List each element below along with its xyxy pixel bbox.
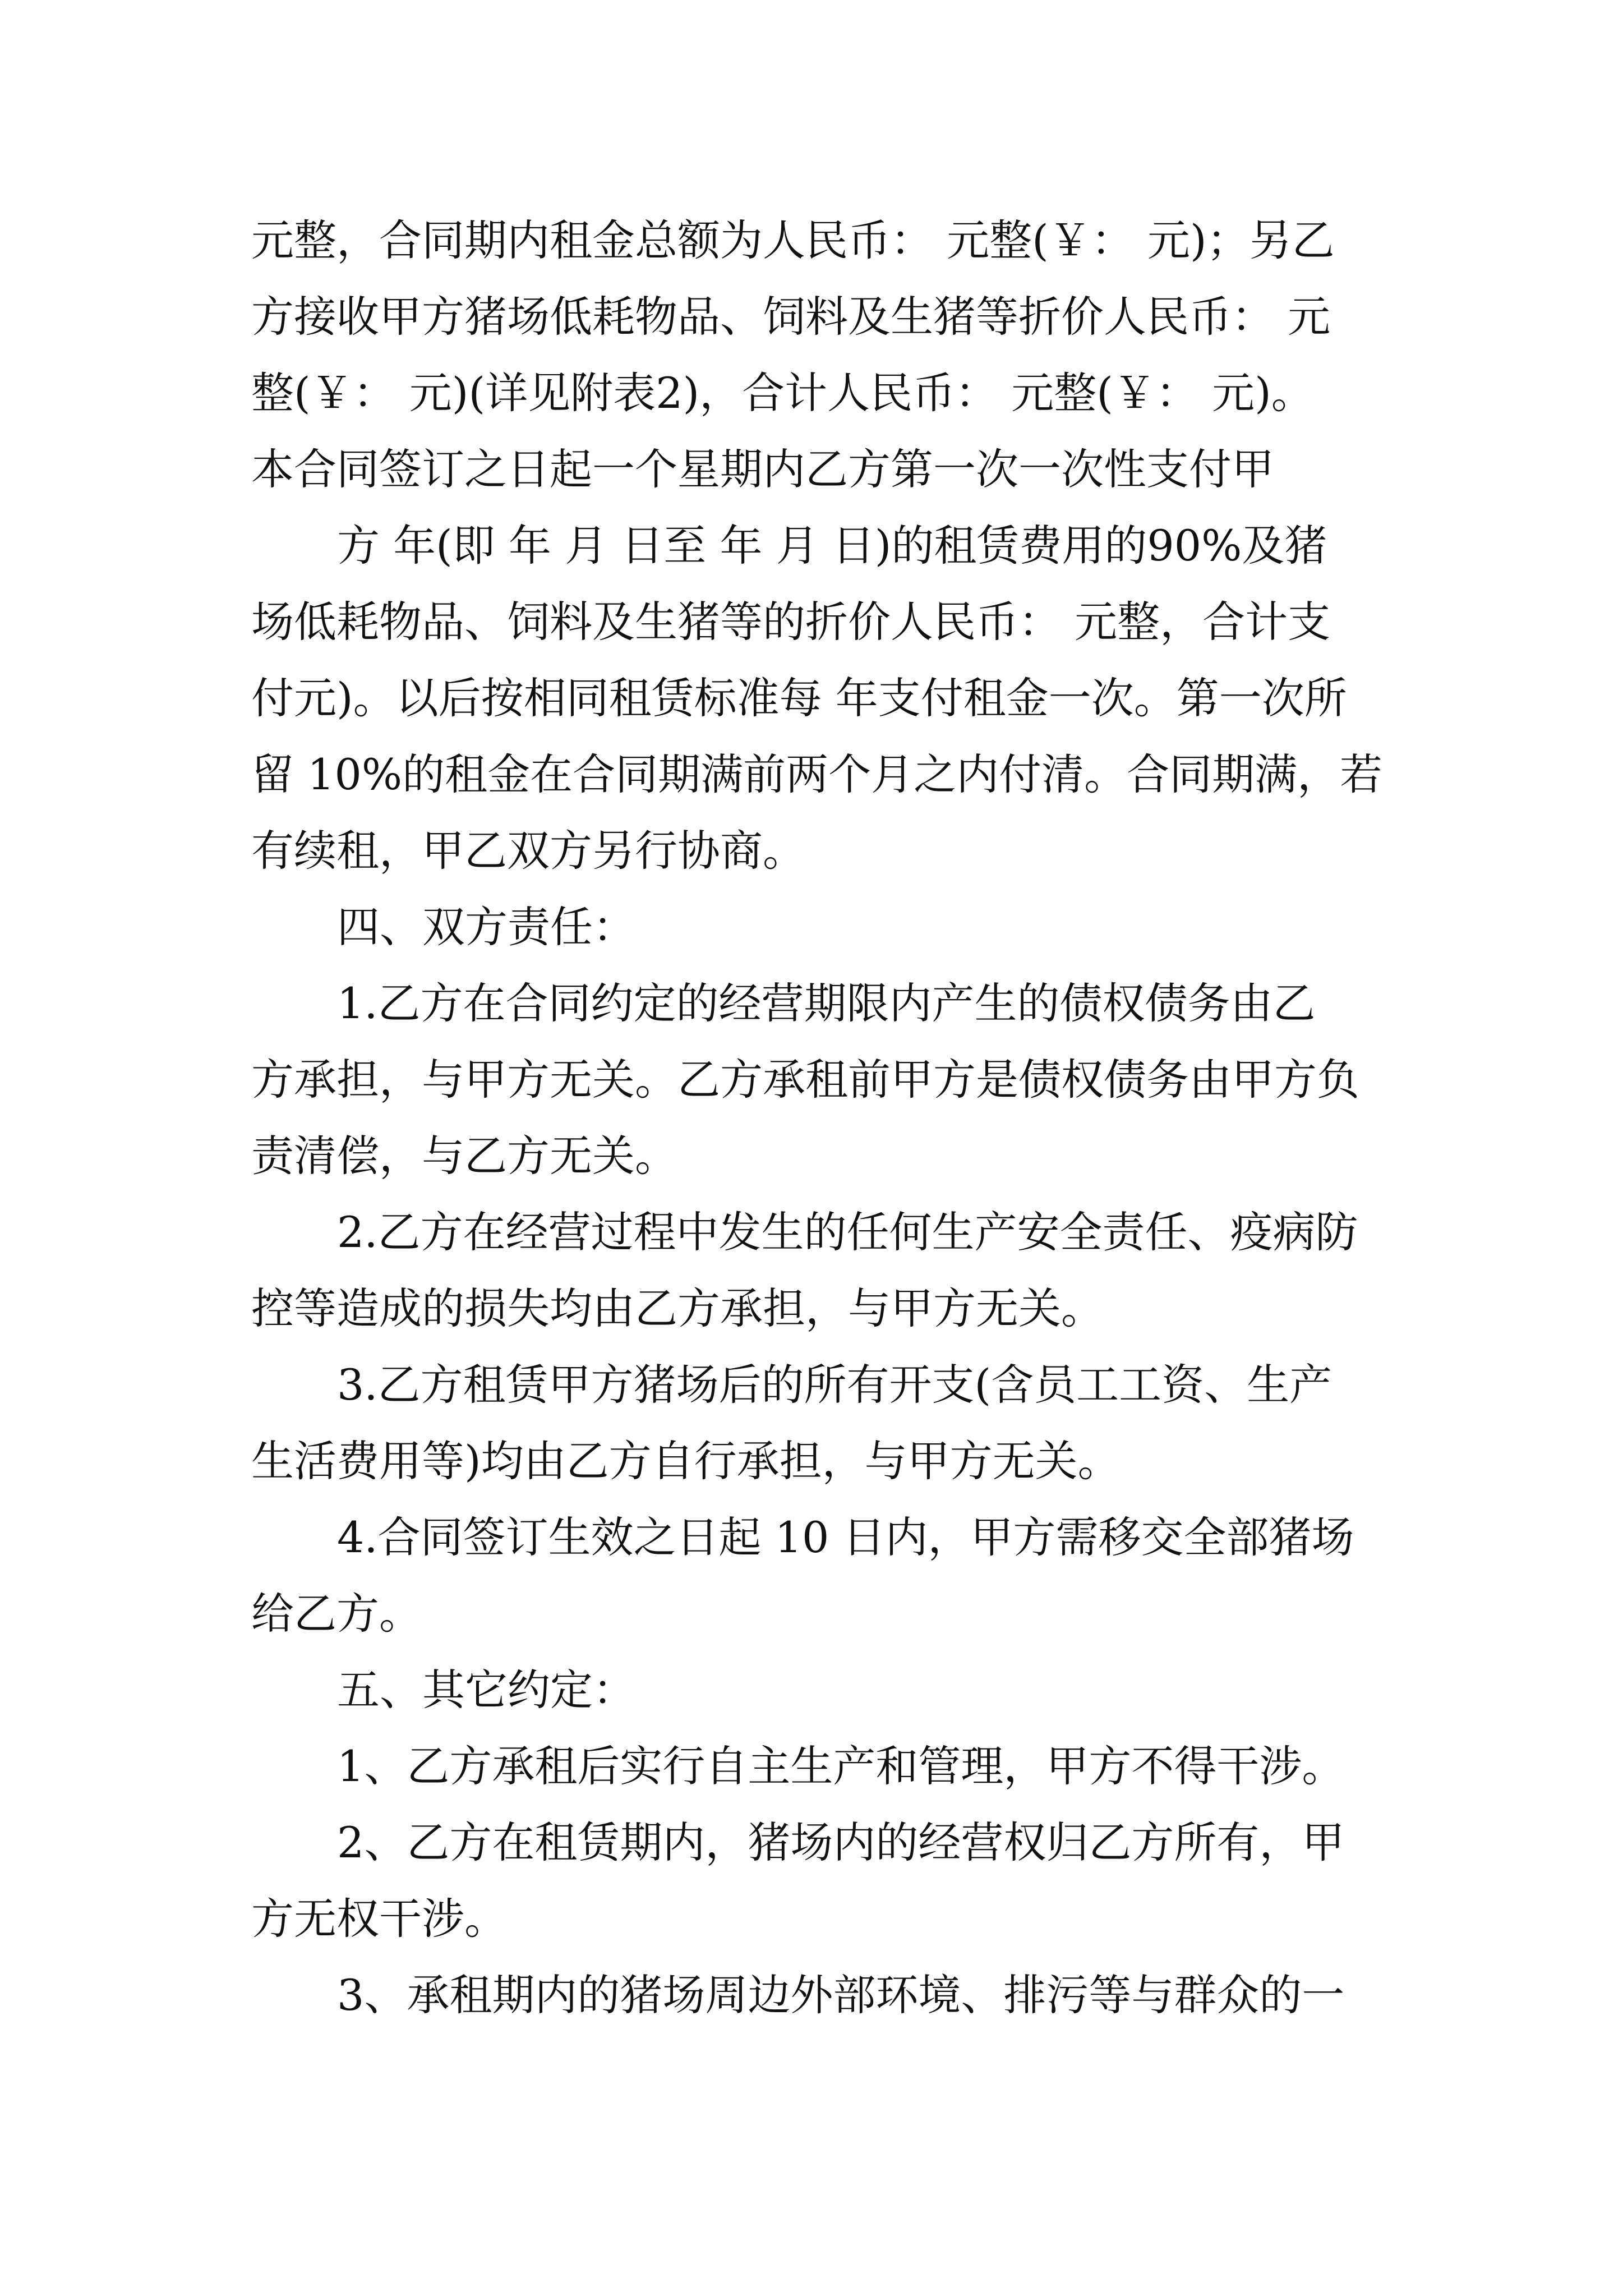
text-line-11: 1.乙方在合同约定的经营期限内产生的债权债务由乙 (337, 978, 1316, 1028)
text-line-6: 场低耗物品、饲料及生猪等的折价人民币： 元整，合计支 (251, 597, 1331, 647)
text-line-17: 生活费用等)均由乙方自行承担，与甲方无关。 (251, 1436, 1121, 1486)
text-line-18: 4.合同签订生效之日起 10 日内，甲方需移交全部猪场 (337, 1512, 1354, 1562)
section-heading-responsibilities: 四、双方责任： (337, 902, 635, 952)
text-line-15: 控等造成的损失均由乙方承担，与甲方无关。 (251, 1283, 1104, 1333)
text-line-7: 付元)。以后按相同租赁标准每 年支付租金一次。第一次所 (251, 673, 1347, 723)
text-line-5: 方 年(即 年 月 日至 年 月 日)的租赁费用的90%及猪 (337, 521, 1327, 570)
text-line-22: 2、乙方在租赁期内，猪场内的经营权归乙方所有，甲 (337, 1818, 1345, 1867)
text-line-21: 1、乙方承租后实行自主生产和管理，甲方不得干涉。 (337, 1741, 1345, 1791)
text-line-19: 给乙方。 (251, 1589, 422, 1639)
section-heading-other-agreements: 五、其它约定： (337, 1665, 635, 1715)
text-line-4: 本合同签订之日起一个星期内乙方第一次一次性支付甲 (251, 444, 1274, 494)
text-line-23: 方无权干涉。 (251, 1894, 507, 1944)
text-line-14: 2.乙方在经营过程中发生的任何生产安全责任、疫病防 (337, 1207, 1358, 1257)
text-line-1: 元整，合同期内租金总额为人民币： 元整(￥： 元)；另乙 (251, 215, 1335, 265)
text-line-24: 3、承租期内的猪场周边外部环境、排污等与群众的一 (337, 1970, 1345, 2020)
text-line-8: 留 10%的租金在合同期满前两个月之内付清。合同期满，若 (251, 749, 1383, 799)
text-line-2: 方接收甲方猪场低耗物品、饲料及生猪等折价人民币： 元 (251, 292, 1331, 342)
text-line-16: 3.乙方租赁甲方猪场后的所有开支(含员工工资、生产 (337, 1360, 1332, 1410)
text-line-9: 有续租，甲乙双方另行协商。 (251, 826, 805, 876)
text-line-13: 责清偿，与乙方无关。 (251, 1131, 677, 1181)
text-line-3: 整(￥： 元)(详见附表2)，合计人民币： 元整(￥： 元)。 (251, 368, 1314, 418)
text-line-12: 方承担，与甲方无关。乙方承租前甲方是债权债务由甲方负 (251, 1055, 1359, 1105)
